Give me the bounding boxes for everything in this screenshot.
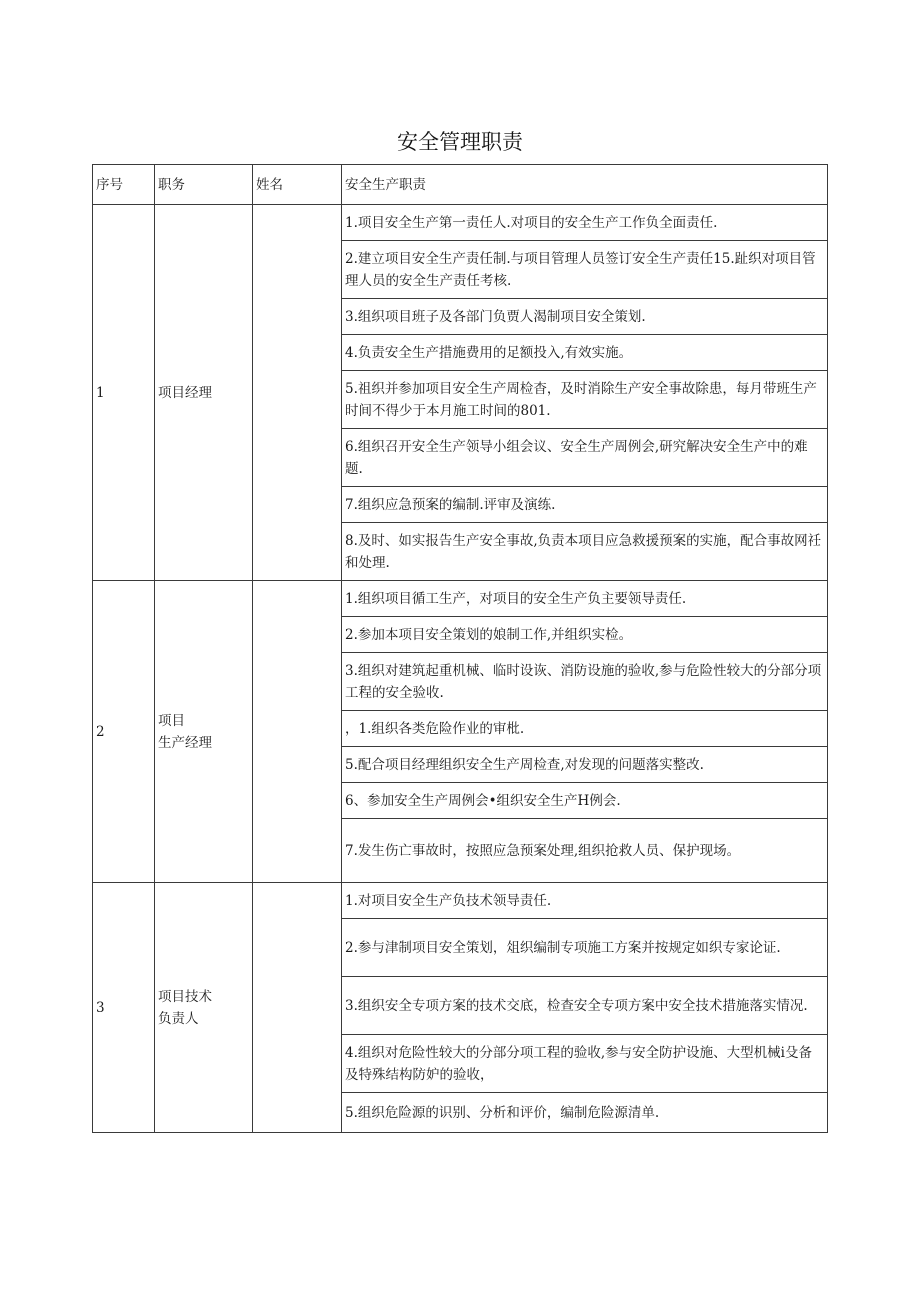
name-cell xyxy=(253,205,342,581)
duty-cell: 2.参与津制项目安全策划，俎织编制专项施工方案并按规定如织专家论证. xyxy=(342,919,828,977)
name-cell xyxy=(253,581,342,883)
table-row xyxy=(93,883,828,919)
duty-cell: 1.对项目安全生产负技术领导责任. xyxy=(342,883,828,919)
header-position: 职务 xyxy=(155,165,253,205)
header-duty: 安全生产职责 xyxy=(342,165,828,205)
table-row xyxy=(93,205,828,241)
duty-cell: 2.参加本项目安全策划的娘制工作,并组织实检。 xyxy=(342,617,828,653)
duty-cell: 7.组织应急预案的编制.评审及演练. xyxy=(342,487,828,523)
duty-cell: 3.组织安全专项方案的技术交底，检查安全专项方案中安全技术措施落实情况. xyxy=(342,977,828,1035)
duties-table xyxy=(92,164,828,1133)
duty-cell: 4.组织对危险性较大的分部分项工程的验收,参与安全防护设施、大型机械i殳备及特殊结构防妒的验收， xyxy=(342,1035,828,1093)
duty-cell: 6.组织召开安全生产领导小组会议、安全生产周例会,研究解决安全生产中的难题. xyxy=(342,429,828,487)
duty-cell: 2.建立项目安全生产责任制.与项目管理人员签订安全生产责任15.趾织对项目管理人员的安全生产责任考核. xyxy=(342,241,828,299)
table-row xyxy=(93,581,828,617)
duty-cell: 4.负责安全生产措施费用的足额投入,有效实施。 xyxy=(342,335,828,371)
duty-cell: 5.祖织并参加项目安全生产周检杳，及时消除生产安全事故除患，每月带班生产时间不得少于本月施工时间的801. xyxy=(342,371,828,429)
header-seq: 序号 xyxy=(93,165,155,205)
page-title: 安全管理职责 xyxy=(397,130,523,154)
seq-cell: 3 xyxy=(93,883,155,1133)
duty-cell: 8.及时、如实报告生产安全事故,负责本项目应急救援预案的实施，配合事故网祍和处理. xyxy=(342,523,828,581)
seq-cell: 1 xyxy=(93,205,155,581)
duty-cell: 7.发生伤亡事故时，按照应急预案处理,组织抢救人员、保护现场。 xyxy=(342,819,828,883)
header-name: 姓名 xyxy=(253,165,342,205)
duty-cell: 3.组织对建筑起重机械、临时设诙、消防设施的验收,参与危险性较大的分部分项工程的安全验收. xyxy=(342,653,828,711)
duty-cell: 6、参加安全生产周例会•组织安全生产H例会. xyxy=(342,783,828,819)
seq-cell: 2 xyxy=(93,581,155,883)
duty-cell: 5.配合项目经理组织安全生产周检查,对发现的问题落实整改. xyxy=(342,747,828,783)
duty-cell: 3.组织项目班子及各部门负贾人渴制项目安全策划. xyxy=(342,299,828,335)
duty-cell: 1.项目安全生产第一责任人.对项目的安全生产工作负全面责任. xyxy=(342,205,828,241)
position-cell: 项目技术 负责人 xyxy=(155,883,253,1133)
duty-cell: ，1.组织各类危险作业的审枇. xyxy=(342,711,828,747)
duty-cell: 1.组织项目循工生产，对项目的安全生产负主要领导责任. xyxy=(342,581,828,617)
header-row xyxy=(93,165,828,205)
position-cell: 项目 生产经理 xyxy=(155,581,253,883)
position-cell: 项目经理 xyxy=(155,205,253,581)
duty-cell: 5.组织危险源的识别、分析和评价，编制危险源清单. xyxy=(342,1093,828,1133)
name-cell xyxy=(253,883,342,1133)
